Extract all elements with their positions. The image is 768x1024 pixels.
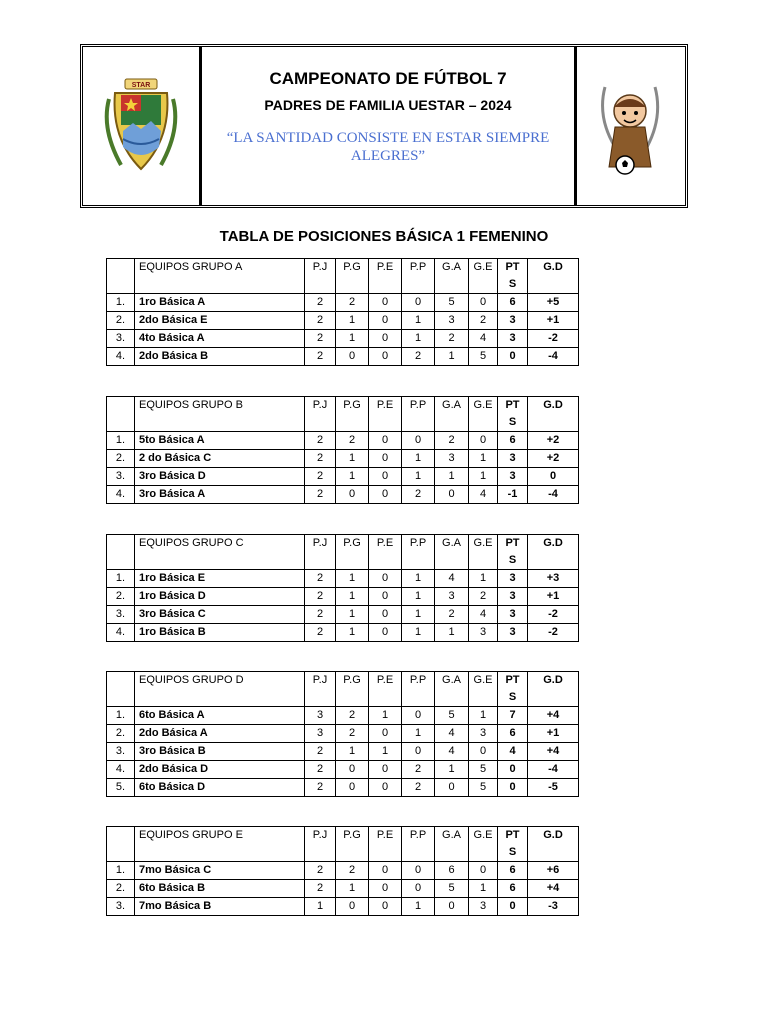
stat-cell: 2 xyxy=(402,486,435,504)
stat-cell: 0 xyxy=(369,898,402,916)
table-header-row xyxy=(107,827,579,862)
school-crest-icon xyxy=(83,47,199,205)
stat-cell: 1 xyxy=(336,330,369,348)
rank-header-cell xyxy=(107,672,135,707)
column-header: G.A xyxy=(435,827,469,862)
stat-cell: -2 xyxy=(528,624,579,642)
stat-cell: +4 xyxy=(528,707,579,725)
column-header: P.G xyxy=(336,397,369,432)
stat-cell: +1 xyxy=(528,588,579,606)
stat-cell: 0 xyxy=(369,330,402,348)
column-header: G.D xyxy=(528,827,579,862)
rank-cell: 4. xyxy=(107,761,135,779)
team-name-cell: 2do Básica B xyxy=(135,348,305,366)
table-row xyxy=(107,779,579,797)
stat-cell: 3 xyxy=(435,450,469,468)
stat-cell: 0 xyxy=(369,348,402,366)
stat-cell: 4 xyxy=(469,330,498,348)
stat-cell: 0 xyxy=(369,294,402,312)
motto-quote: “LA SANTIDAD CONSISTE EN ESTAR SIEMPRE ALEGRES” xyxy=(226,130,550,164)
stat-cell: 5 xyxy=(435,294,469,312)
stat-cell: 0 xyxy=(402,743,435,761)
stat-cell: 3 xyxy=(469,898,498,916)
stat-cell: 1 xyxy=(336,588,369,606)
column-header: PT S xyxy=(498,535,528,570)
stat-cell: 2 xyxy=(305,450,336,468)
team-name-cell: 2do Básica A xyxy=(135,725,305,743)
column-header: G.E xyxy=(469,259,498,294)
column-header: P.P xyxy=(402,259,435,294)
column-header: P.G xyxy=(336,259,369,294)
team-name-cell: 5to Básica A xyxy=(135,432,305,450)
rank-cell: 5. xyxy=(107,779,135,797)
column-header: P.J xyxy=(305,672,336,707)
stat-cell: +2 xyxy=(528,432,579,450)
column-header: G.A xyxy=(435,535,469,570)
table-row xyxy=(107,898,579,916)
table-row xyxy=(107,588,579,606)
stat-cell: 0 xyxy=(528,468,579,486)
stat-cell: 5 xyxy=(469,348,498,366)
stat-cell: 2 xyxy=(336,294,369,312)
stat-cell: 5 xyxy=(435,880,469,898)
stat-cell: +1 xyxy=(528,725,579,743)
rank-cell: 2. xyxy=(107,450,135,468)
stat-cell: 2 xyxy=(402,779,435,797)
stat-cell: 4 xyxy=(435,725,469,743)
group-name: EQUIPOS GRUPO E xyxy=(135,827,305,862)
stat-cell: 0 xyxy=(469,862,498,880)
stat-cell: 0 xyxy=(469,743,498,761)
stat-cell: 1 xyxy=(435,624,469,642)
stat-cell: 1 xyxy=(336,468,369,486)
stat-cell: 2 xyxy=(305,330,336,348)
table-row xyxy=(107,570,579,588)
stat-cell: -1 xyxy=(498,486,528,504)
stat-cell: 0 xyxy=(498,779,528,797)
stat-cell: 2 xyxy=(305,348,336,366)
stat-cell: 1 xyxy=(402,606,435,624)
team-name-cell: 3ro Básica D xyxy=(135,468,305,486)
stat-cell: 0 xyxy=(369,486,402,504)
stat-cell: 6 xyxy=(498,294,528,312)
mascot-cell xyxy=(574,47,685,205)
stat-cell: 1 xyxy=(305,898,336,916)
stat-cell: 1 xyxy=(336,624,369,642)
rank-cell: 1. xyxy=(107,570,135,588)
stat-cell: -3 xyxy=(528,898,579,916)
table-row xyxy=(107,312,579,330)
column-header: PT S xyxy=(498,259,528,294)
column-header: P.J xyxy=(305,827,336,862)
stat-cell: +5 xyxy=(528,294,579,312)
column-header: G.E xyxy=(469,827,498,862)
column-header: P.J xyxy=(305,535,336,570)
table-row xyxy=(107,432,579,450)
team-name-cell: 2do Básica E xyxy=(135,312,305,330)
column-header: P.P xyxy=(402,672,435,707)
stat-cell: 1 xyxy=(469,450,498,468)
column-header: G.A xyxy=(435,672,469,707)
column-header: G.D xyxy=(528,535,579,570)
page-title: TABLA DE POSICIONES BÁSICA 1 FEMENINO xyxy=(219,228,549,245)
team-name-cell: 7mo Básica C xyxy=(135,862,305,880)
standings-table xyxy=(106,671,579,797)
stat-cell: 3 xyxy=(498,330,528,348)
championship-title: CAMPEONATO DE FÚTBOL 7 xyxy=(269,69,507,88)
column-header: P.E xyxy=(369,535,402,570)
rank-cell: 1. xyxy=(107,707,135,725)
stat-cell: 0 xyxy=(402,880,435,898)
table-row xyxy=(107,486,579,504)
rank-cell: 4. xyxy=(107,348,135,366)
stat-cell: 6 xyxy=(498,725,528,743)
standings-table xyxy=(106,534,579,642)
stat-cell: +3 xyxy=(528,570,579,588)
stat-cell: 2 xyxy=(336,725,369,743)
column-header: G.A xyxy=(435,259,469,294)
rank-cell: 2. xyxy=(107,588,135,606)
rank-cell: 1. xyxy=(107,294,135,312)
stat-cell: 2 xyxy=(469,588,498,606)
stat-cell: 7 xyxy=(498,707,528,725)
school-crest-cell xyxy=(83,47,202,205)
column-header: P.G xyxy=(336,672,369,707)
stat-cell: 2 xyxy=(305,312,336,330)
stat-cell: 3 xyxy=(498,624,528,642)
column-header: G.D xyxy=(528,259,579,294)
column-header: P.G xyxy=(336,827,369,862)
stat-cell: 0 xyxy=(402,294,435,312)
stat-cell: 0 xyxy=(369,606,402,624)
stat-cell: 0 xyxy=(498,761,528,779)
stat-cell: 1 xyxy=(435,761,469,779)
table-row xyxy=(107,330,579,348)
stat-cell: 1 xyxy=(336,880,369,898)
table-header-row xyxy=(107,672,579,707)
stat-cell: 0 xyxy=(336,486,369,504)
team-name-cell: 2 do Básica C xyxy=(135,450,305,468)
rank-cell: 2. xyxy=(107,880,135,898)
team-name-cell: 6to Básica A xyxy=(135,707,305,725)
stat-cell: 1 xyxy=(402,570,435,588)
stat-cell: 6 xyxy=(498,432,528,450)
group-name: EQUIPOS GRUPO A xyxy=(135,259,305,294)
rank-cell: 1. xyxy=(107,432,135,450)
stat-cell: 3 xyxy=(305,707,336,725)
stat-cell: 0 xyxy=(369,468,402,486)
stat-cell: 1 xyxy=(336,312,369,330)
team-name-cell: 4to Básica A xyxy=(135,330,305,348)
stat-cell: 6 xyxy=(498,880,528,898)
stat-cell: -4 xyxy=(528,348,579,366)
stat-cell: 1 xyxy=(336,570,369,588)
stat-cell: 0 xyxy=(435,486,469,504)
stat-cell: 2 xyxy=(435,606,469,624)
stat-cell: 3 xyxy=(498,570,528,588)
stat-cell: 0 xyxy=(369,588,402,606)
table-row xyxy=(107,862,579,880)
stat-cell: 1 xyxy=(369,707,402,725)
rank-cell: 3. xyxy=(107,468,135,486)
stat-cell: 0 xyxy=(369,432,402,450)
team-name-cell: 6to Básica B xyxy=(135,880,305,898)
rank-cell: 4. xyxy=(107,624,135,642)
stat-cell: 2 xyxy=(305,486,336,504)
stat-cell: +1 xyxy=(528,312,579,330)
stat-cell: 0 xyxy=(469,432,498,450)
team-name-cell: 1ro Básica D xyxy=(135,588,305,606)
table-row xyxy=(107,606,579,624)
standings-table xyxy=(106,826,579,916)
stat-cell: 1 xyxy=(336,743,369,761)
column-header: G.D xyxy=(528,397,579,432)
table-row xyxy=(107,624,579,642)
stat-cell: 6 xyxy=(435,862,469,880)
stat-cell: 2 xyxy=(305,779,336,797)
team-name-cell: 2do Básica D xyxy=(135,761,305,779)
stat-cell: 2 xyxy=(305,468,336,486)
stat-cell: 2 xyxy=(305,862,336,880)
column-header: P.P xyxy=(402,827,435,862)
column-header: P.E xyxy=(369,259,402,294)
stat-cell: 2 xyxy=(336,707,369,725)
column-header: P.P xyxy=(402,535,435,570)
team-name-cell: 3ro Básica A xyxy=(135,486,305,504)
stat-cell: 0 xyxy=(369,880,402,898)
stat-cell: 0 xyxy=(402,432,435,450)
table-row xyxy=(107,468,579,486)
stat-cell: 0 xyxy=(336,761,369,779)
table-row xyxy=(107,880,579,898)
stat-cell: 5 xyxy=(435,707,469,725)
championship-subtitle: PADRES DE FAMILIA UESTAR – 2024 xyxy=(264,97,512,113)
column-header: P.E xyxy=(369,827,402,862)
stat-cell: 2 xyxy=(305,432,336,450)
table-row xyxy=(107,707,579,725)
stat-cell: 2 xyxy=(305,606,336,624)
stat-cell: +4 xyxy=(528,743,579,761)
stat-cell: 0 xyxy=(498,348,528,366)
stat-cell: 3 xyxy=(435,588,469,606)
stat-cell: 3 xyxy=(498,606,528,624)
column-header: P.G xyxy=(336,535,369,570)
column-header: G.A xyxy=(435,397,469,432)
rank-cell: 1. xyxy=(107,862,135,880)
stat-cell: 3 xyxy=(498,450,528,468)
stat-cell: 1 xyxy=(469,707,498,725)
stat-cell: 2 xyxy=(402,761,435,779)
crest-lettering: STAR xyxy=(131,82,151,89)
stat-cell: -2 xyxy=(528,606,579,624)
stat-cell: 1 xyxy=(402,468,435,486)
stat-cell: 2 xyxy=(435,432,469,450)
rank-cell: 2. xyxy=(107,725,135,743)
stat-cell: 1 xyxy=(402,588,435,606)
stat-cell: 2 xyxy=(305,570,336,588)
stat-cell: 1 xyxy=(336,606,369,624)
stat-cell: 0 xyxy=(369,312,402,330)
column-header: G.E xyxy=(469,397,498,432)
friar-mascot-icon xyxy=(577,47,685,205)
group-name: EQUIPOS GRUPO D xyxy=(135,672,305,707)
document-header xyxy=(80,44,688,208)
stat-cell: -5 xyxy=(528,779,579,797)
column-header: PT S xyxy=(498,672,528,707)
stat-cell: 1 xyxy=(402,624,435,642)
stat-cell: 1 xyxy=(469,880,498,898)
stat-cell: 2 xyxy=(305,624,336,642)
team-name-cell: 1ro Básica B xyxy=(135,624,305,642)
standings-table xyxy=(106,396,579,504)
stat-cell: 3 xyxy=(469,725,498,743)
stat-cell: 0 xyxy=(435,898,469,916)
rank-cell: 3. xyxy=(107,743,135,761)
stat-cell: 1 xyxy=(435,348,469,366)
rank-cell: 3. xyxy=(107,330,135,348)
column-header: P.J xyxy=(305,259,336,294)
team-name-cell: 7mo Básica B xyxy=(135,898,305,916)
stat-cell: 2 xyxy=(305,588,336,606)
stat-cell: 2 xyxy=(336,862,369,880)
stat-cell: +2 xyxy=(528,450,579,468)
standings-table xyxy=(106,258,579,366)
stat-cell: 0 xyxy=(369,570,402,588)
stat-cell: 1 xyxy=(402,725,435,743)
stat-cell: +4 xyxy=(528,880,579,898)
stat-cell: -4 xyxy=(528,761,579,779)
stat-cell: 1 xyxy=(336,450,369,468)
column-header: PT S xyxy=(498,827,528,862)
stat-cell: 3 xyxy=(498,312,528,330)
stat-cell: 0 xyxy=(435,779,469,797)
rank-cell: 3. xyxy=(107,898,135,916)
stat-cell: -4 xyxy=(528,486,579,504)
stat-cell: 4 xyxy=(435,570,469,588)
column-header: PT S xyxy=(498,397,528,432)
stat-cell: 3 xyxy=(498,468,528,486)
stat-cell: 6 xyxy=(498,862,528,880)
stat-cell: 2 xyxy=(435,330,469,348)
stat-cell: 0 xyxy=(402,862,435,880)
rank-header-cell xyxy=(107,827,135,862)
table-row xyxy=(107,294,579,312)
stat-cell: 0 xyxy=(336,348,369,366)
stat-cell: 0 xyxy=(402,707,435,725)
stat-cell: 2 xyxy=(402,348,435,366)
stat-cell: 2 xyxy=(305,294,336,312)
rank-cell: 3. xyxy=(107,606,135,624)
stat-cell: 0 xyxy=(369,761,402,779)
stat-cell: 2 xyxy=(336,432,369,450)
stat-cell: 1 xyxy=(402,330,435,348)
table-row xyxy=(107,761,579,779)
rank-header-cell xyxy=(107,535,135,570)
stat-cell: 2 xyxy=(469,312,498,330)
stat-cell: 5 xyxy=(469,761,498,779)
group-name: EQUIPOS GRUPO B xyxy=(135,397,305,432)
stat-cell: 0 xyxy=(369,862,402,880)
stat-cell: 1 xyxy=(369,743,402,761)
stat-cell: 4 xyxy=(498,743,528,761)
team-name-cell: 6to Básica D xyxy=(135,779,305,797)
stat-cell: 1 xyxy=(469,468,498,486)
stat-cell: 3 xyxy=(469,624,498,642)
stat-cell: -2 xyxy=(528,330,579,348)
table-header-row xyxy=(107,259,579,294)
column-header: G.E xyxy=(469,535,498,570)
stat-cell: 2 xyxy=(305,743,336,761)
table-row xyxy=(107,450,579,468)
rank-cell: 2. xyxy=(107,312,135,330)
stat-cell: 0 xyxy=(336,898,369,916)
rank-header-cell xyxy=(107,259,135,294)
stat-cell: 0 xyxy=(336,779,369,797)
table-header-row xyxy=(107,535,579,570)
stat-cell: 3 xyxy=(435,312,469,330)
stat-cell: 2 xyxy=(305,761,336,779)
column-header: G.D xyxy=(528,672,579,707)
stat-cell: 0 xyxy=(469,294,498,312)
stat-cell: 1 xyxy=(469,570,498,588)
group-name: EQUIPOS GRUPO C xyxy=(135,535,305,570)
stat-cell: 2 xyxy=(305,880,336,898)
team-name-cell: 3ro Básica C xyxy=(135,606,305,624)
stat-cell: 0 xyxy=(369,450,402,468)
column-header: P.J xyxy=(305,397,336,432)
stat-cell: 0 xyxy=(369,725,402,743)
stat-cell: 1 xyxy=(402,312,435,330)
stat-cell: 4 xyxy=(435,743,469,761)
team-name-cell: 1ro Básica E xyxy=(135,570,305,588)
stat-cell: 5 xyxy=(469,779,498,797)
column-header: G.E xyxy=(469,672,498,707)
table-header-row xyxy=(107,397,579,432)
table-row xyxy=(107,743,579,761)
stat-cell: 3 xyxy=(305,725,336,743)
table-row xyxy=(107,725,579,743)
stat-cell: +6 xyxy=(528,862,579,880)
rank-header-cell xyxy=(107,397,135,432)
stat-cell: 1 xyxy=(402,898,435,916)
stat-cell: 1 xyxy=(402,450,435,468)
stat-cell: 0 xyxy=(369,779,402,797)
rank-cell: 4. xyxy=(107,486,135,504)
stat-cell: 4 xyxy=(469,486,498,504)
stat-cell: 1 xyxy=(435,468,469,486)
column-header: P.P xyxy=(402,397,435,432)
table-row xyxy=(107,348,579,366)
stat-cell: 4 xyxy=(469,606,498,624)
stat-cell: 0 xyxy=(498,898,528,916)
column-header: P.E xyxy=(369,672,402,707)
column-header: P.E xyxy=(369,397,402,432)
stat-cell: 3 xyxy=(498,588,528,606)
stat-cell: 0 xyxy=(369,624,402,642)
header-titles xyxy=(203,47,573,205)
team-name-cell: 1ro Básica A xyxy=(135,294,305,312)
team-name-cell: 3ro Básica B xyxy=(135,743,305,761)
